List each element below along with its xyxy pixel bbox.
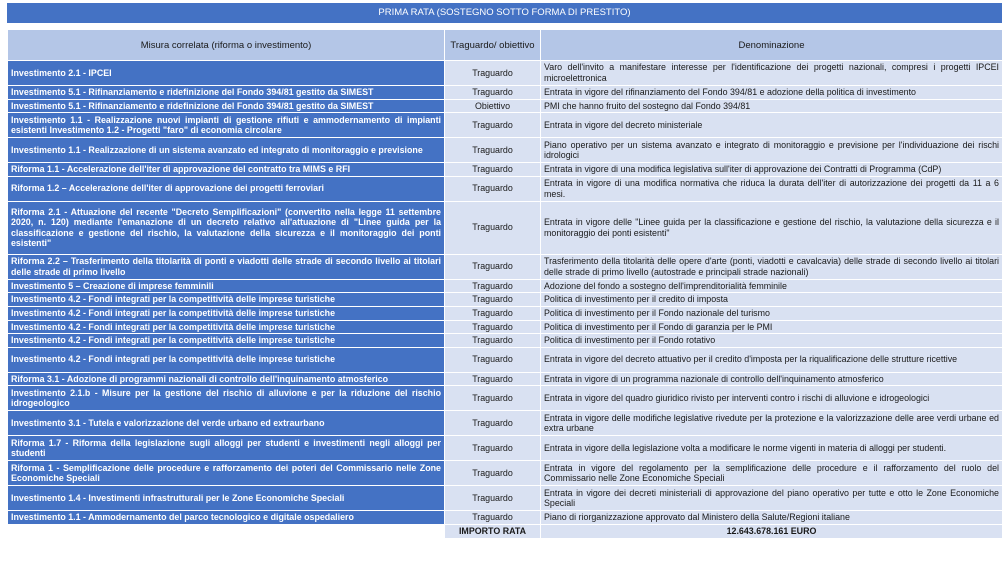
cell-traguardo: Traguardo bbox=[445, 293, 541, 307]
cell-denominazione: Politica di investimento per il Fondo nazionale del turismo bbox=[541, 306, 1003, 320]
table-row bbox=[8, 254, 1003, 279]
cell-traguardo: Traguardo bbox=[445, 320, 541, 334]
header-denominazione: Denominazione bbox=[541, 30, 1003, 61]
header-row bbox=[8, 30, 1003, 61]
cell-misura: Investimento 4.2 - Fondi integrati per la competitività delle imprese turistiche bbox=[8, 334, 445, 348]
table-row bbox=[8, 293, 1003, 307]
cell-misura: Riforma 2.1 - Attuazione del recente "Decreto Semplificazioni" (convertito nella legge 11 settembre 2020, n. 120) mediante l'emanazione di un decreto relativo all'attuazione di "Linee guida per la classificazione e gestione del rischio, la valutazione della sicurezza e il monitoraggio dei ponti esistenti" bbox=[8, 201, 445, 254]
header-misura: Misura correlata (riforma o investimento) bbox=[8, 30, 445, 61]
table-row bbox=[8, 347, 1003, 372]
table-body bbox=[8, 61, 1003, 525]
cell-misura: Investimento 5.1 - Rifinanziamento e ridefinizione del Fondo 394/81 gestito da SIMEST bbox=[8, 86, 445, 100]
cell-denominazione: Entrata in vigore di una modifica legislativa sull'iter di approvazione dei Contratti di Programma (CdP) bbox=[541, 163, 1003, 177]
table-row bbox=[8, 306, 1003, 320]
table-row bbox=[8, 411, 1003, 436]
cell-traguardo: Traguardo bbox=[445, 372, 541, 386]
cell-denominazione: Adozione del fondo a sostegno dell'imprenditorialità femminile bbox=[541, 279, 1003, 293]
table-row bbox=[8, 86, 1003, 100]
total-label: IMPORTO RATA bbox=[445, 524, 541, 538]
header-traguardo: Traguardo/ obiettivo bbox=[445, 30, 541, 61]
cell-traguardo: Traguardo bbox=[445, 201, 541, 254]
cell-denominazione: Politica di investimento per il Fondo di garanzia per le PMI bbox=[541, 320, 1003, 334]
cell-traguardo: Traguardo bbox=[445, 436, 541, 461]
cell-misura: Investimento 4.2 - Fondi integrati per la competitività delle imprese turistiche bbox=[8, 306, 445, 320]
cell-denominazione: Politica di investimento per il credito di imposta bbox=[541, 293, 1003, 307]
cell-denominazione: Entrata in vigore della legislazione volta a modificare le norme vigenti in materia di alloggi per studenti. bbox=[541, 436, 1003, 461]
cell-misura: Investimento 1.1 - Realizzazione nuovi impianti di gestione rifiuti e ammodernamento di impianti esistenti Investimento 1.2 - Progetti "faro" di economia circolare bbox=[8, 113, 445, 138]
cell-misura: Riforma 1.2 – Accelerazione dell'iter di approvazione dei progetti ferroviari bbox=[8, 176, 445, 201]
cell-denominazione: Piano di riorganizzazione approvato dal Ministero della Salute/Regioni italiane bbox=[541, 511, 1003, 525]
cell-traguardo: Traguardo bbox=[445, 176, 541, 201]
cell-denominazione: Entrata in vigore delle "Linee guida per la classificazione e gestione del rischio, la valutazione della sicurezza e il monitoraggio dei ponti esistenti" bbox=[541, 201, 1003, 254]
cell-denominazione: Entrata in vigore del rifinanziamento del Fondo 394/81 e adozione della politica di investimento bbox=[541, 86, 1003, 100]
table-row bbox=[8, 486, 1003, 511]
cell-traguardo: Traguardo bbox=[445, 306, 541, 320]
cell-denominazione: Entrata in vigore di una modifica normativa che riduca la durata dell'iter di autorizzazione dei progetti da 11 a 6 mesi. bbox=[541, 176, 1003, 201]
table-row bbox=[8, 334, 1003, 348]
cell-traguardo: Traguardo bbox=[445, 163, 541, 177]
cell-denominazione: Entrata in vigore delle modifiche legislative rivedute per la protezione e la valorizzazione delle aree verdi urbane ed extra urbane bbox=[541, 411, 1003, 436]
cell-traguardo: Traguardo bbox=[445, 461, 541, 486]
cell-traguardo: Traguardo bbox=[445, 386, 541, 411]
cell-traguardo: Traguardo bbox=[445, 511, 541, 525]
cell-misura: Investimento 5.1 - Rifinanziamento e ridefinizione del Fondo 394/81 gestito da SIMEST bbox=[8, 99, 445, 113]
table-row bbox=[8, 201, 1003, 254]
cell-denominazione: Trasferimento della titolarità delle opere d'arte (ponti, viadotti e cavalcavia) delle strade di secondo livello ai titolari delle strade di primo livello (autostrade e principali strade nazionali) bbox=[541, 254, 1003, 279]
table-row bbox=[8, 320, 1003, 334]
cell-denominazione: Politica di investimento per il Fondo rotativo bbox=[541, 334, 1003, 348]
cell-traguardo: Traguardo bbox=[445, 334, 541, 348]
cell-misura: Riforma 1.1 - Accelerazione dell'iter di approvazione del contratto tra MIMS e RFI bbox=[8, 163, 445, 177]
cell-misura: Investimento 1.1 - Ammodernamento del parco tecnologico e digitale ospedaliero bbox=[8, 511, 445, 525]
cell-misura: Investimento 4.2 - Fondi integrati per la competitività delle imprese turistiche bbox=[8, 347, 445, 372]
cell-misura: Investimento 2.1 - IPCEI bbox=[8, 61, 445, 86]
cell-traguardo: Obiettivo bbox=[445, 99, 541, 113]
cell-misura: Investimento 4.2 - Fondi integrati per la competitività delle imprese turistiche bbox=[8, 293, 445, 307]
cell-traguardo: Traguardo bbox=[445, 138, 541, 163]
total-value: 12.643.678.161 EURO bbox=[541, 524, 1003, 538]
table-title: PRIMA RATA (SOSTEGNO SOTTO FORMA DI PRESTITO) bbox=[7, 3, 1002, 23]
cell-denominazione: Entrata in vigore del regolamento per la semplificazione delle procedure e il rafforzamento del ruolo del Commissario nelle Zone Economiche Speciali bbox=[541, 461, 1003, 486]
table-row bbox=[8, 436, 1003, 461]
table-row bbox=[8, 138, 1003, 163]
cell-denominazione: Entrata in vigore del quadro giuridico rivisto per interventi contro i rischi di alluvione e idrogeologici bbox=[541, 386, 1003, 411]
cell-traguardo: Traguardo bbox=[445, 113, 541, 138]
cell-traguardo: Traguardo bbox=[445, 86, 541, 100]
cell-denominazione: Entrata in vigore di un programma nazionale di controllo dell'inquinamento atmosferico bbox=[541, 372, 1003, 386]
cell-misura: Riforma 3.1 - Adozione di programmi nazionali di controllo dell'inquinamento atmosferico bbox=[8, 372, 445, 386]
measures-table bbox=[7, 29, 1003, 539]
cell-traguardo: Traguardo bbox=[445, 347, 541, 372]
table-row bbox=[8, 61, 1003, 86]
cell-denominazione: Entrata in vigore del decreto ministeriale bbox=[541, 113, 1003, 138]
cell-misura: Investimento 4.2 - Fondi integrati per la competitività delle imprese turistiche bbox=[8, 320, 445, 334]
cell-misura: Riforma 1.7 - Riforma della legislazione sugli alloggi per studenti e investimenti negli alloggi per studenti bbox=[8, 436, 445, 461]
cell-denominazione: Entrata in vigore dei decreti ministeriali di approvazione del piano operativo per tutte e otto le Zone Economiche Speciali bbox=[541, 486, 1003, 511]
cell-misura: Investimento 1.4 - Investimenti infrastrutturali per le Zone Economiche Speciali bbox=[8, 486, 445, 511]
total-blank bbox=[8, 524, 445, 538]
cell-misura: Investimento 2.1.b - Misure per la gestione del rischio di alluvione e per la riduzione del rischio idrogeologico bbox=[8, 386, 445, 411]
table-row bbox=[8, 279, 1003, 293]
table-row bbox=[8, 386, 1003, 411]
table-row bbox=[8, 461, 1003, 486]
cell-misura: Investimento 5 – Creazione di imprese femminili bbox=[8, 279, 445, 293]
cell-traguardo: Traguardo bbox=[445, 279, 541, 293]
cell-denominazione: PMI che hanno fruito del sostegno dal Fondo 394/81 bbox=[541, 99, 1003, 113]
cell-traguardo: Traguardo bbox=[445, 61, 541, 86]
cell-denominazione: Varo dell'invito a manifestare interesse per l'identificazione dei progetti nazionali, compresi i progetti IPCEI microelettronica bbox=[541, 61, 1003, 86]
table-row bbox=[8, 372, 1003, 386]
cell-misura: Riforma 1 - Semplificazione delle procedure e rafforzamento dei poteri del Commissario nelle Zone Economiche Speciali bbox=[8, 461, 445, 486]
table-row bbox=[8, 163, 1003, 177]
document bbox=[7, 3, 1002, 539]
table-row bbox=[8, 99, 1003, 113]
table-row bbox=[8, 511, 1003, 525]
cell-denominazione: Piano operativo per un sistema avanzato e integrato di monitoraggio e previsione per l'individuazione dei rischi idrologici bbox=[541, 138, 1003, 163]
total-row bbox=[8, 524, 1003, 538]
cell-traguardo: Traguardo bbox=[445, 486, 541, 511]
table-row bbox=[8, 113, 1003, 138]
cell-misura: Riforma 2.2 – Trasferimento della titolarità di ponti e viadotti delle strade di secondo livello ai titolari delle strade di primo livello bbox=[8, 254, 445, 279]
cell-denominazione: Entrata in vigore del decreto attuativo per il credito d'imposta per la riqualificazione delle strutture ricettive bbox=[541, 347, 1003, 372]
cell-traguardo: Traguardo bbox=[445, 254, 541, 279]
cell-traguardo: Traguardo bbox=[445, 411, 541, 436]
cell-misura: Investimento 3.1 - Tutela e valorizzazione del verde urbano ed extraurbano bbox=[8, 411, 445, 436]
table-row bbox=[8, 176, 1003, 201]
cell-misura: Investimento 1.1 - Realizzazione di un sistema avanzato ed integrato di monitoraggio e previsione bbox=[8, 138, 445, 163]
